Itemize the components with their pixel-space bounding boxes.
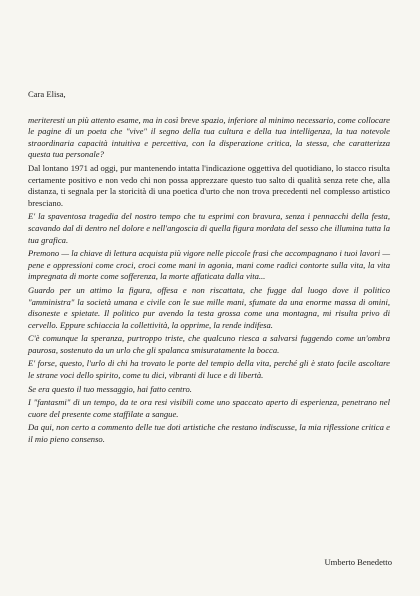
paragraph-10: Da qui, non certo a commento delle tue doti artistiche che restano indiscusse, la mia riflessione critica e il mio pieno consenso. xyxy=(28,422,390,445)
paragraph-6: C'è comunque la speranza, purtroppo triste, che qualcuno riesca a salvarsi fuggendo come un'ombra paurosa, sostenuto da un urlo che gli spalanca smisuratamente la bocca. xyxy=(28,333,390,355)
signature: Umberto Benedetto xyxy=(324,557,392,567)
paragraph-7: E' forse, questo, l'urlo di chi ha trovato le porte del tempio della vita, perché gli è stato facile ascoltare le strane voci dello spirito, come tu dici, vibranti di luce e di libertà. xyxy=(28,358,390,381)
paragraph-3: E' la spaventosa tragedia del nostro tempo che tu esprimi con bravura, senza i pennacchi della festa, scavando dal di dentro nel dolore e nell'angoscia di quella figura mordata del sesso che illumina tutta la tua grafica. xyxy=(28,211,390,245)
salutation: Cara Elisa, xyxy=(28,89,66,99)
paragraph-9: I "fantasmi" di un tempo, da te ora resi visibili come uno spaccato aperto di esperienza, penetrano nel cuore del presente come staffilate a sangue. xyxy=(28,397,390,419)
paragraph-2: Dal lontano 1971 ad oggi, pur mantenendo intatta l'indicazione oggettiva del quotidiano, lo stacco risulta certamente positivo e non vedo chi non possa apprezzare questo tuo salto di qualità senza rete che, alla distanza, ti segnala per la storicità di una poetica d'urto che non trova precedenti nel complesso artistico bresciano. xyxy=(28,162,390,208)
paragraph-1: meriteresti un più attento esame, ma in così breve spazio, inferiore al minimo necessario, come collocare le pagine di un poeta che "vive" il segno della tua cultura e della tua intelligenza, la tua notevole straordinaria capacità intuitiva e percettiva, con la disperazione critica, la stessa, che caratterizza questa tua personale? xyxy=(28,114,390,160)
paragraph-4: Premono — la chiave di lettura acquista più vigore nelle piccole frasi che accompagnano i tuoi lavori — pene e oppressioni come croci, croci come mani in agonia, mani come radici contorte sulla vita, la vita impregnata di morte come sofferenza, la morte affaticata dalla vita... xyxy=(28,248,390,282)
letter-body xyxy=(28,89,390,448)
paragraph-8: Se era questo il tuo messaggio, hai fatto centro. xyxy=(28,383,192,394)
paragraph-5: Guardo per un attimo la figura, offesa e non riscattata, che fugge dal luogo dove il politico "amministra" la società umana e civile con le sue mille mani, sfumate da una enorme massa di omini, disoneste e spietate. Il politico pur avendo la testa grossa come una montagna, mi risulta privo di cervello. Eppure schiaccia la collettività, la opprime, la rende indifesa. xyxy=(28,284,390,330)
